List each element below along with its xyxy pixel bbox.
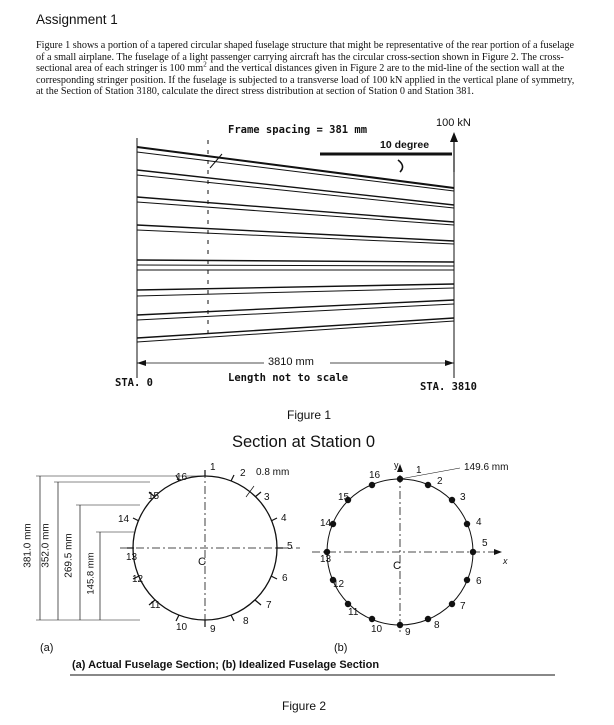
- b-stringer-label-1: 1: [416, 465, 422, 476]
- axis-y-label: y: [394, 460, 399, 470]
- a-stringer-label-7: 7: [266, 600, 272, 611]
- b-stringer-label-3: 3: [460, 492, 466, 503]
- a-stringer-label-11: 11: [150, 600, 161, 611]
- b-stringer-label-11: 11: [348, 607, 359, 618]
- b-stringer-label-8: 8: [434, 620, 440, 631]
- problem-text-part2: and the vertical distances given in Figure 2 are to the mid-line of the section wall at the corresponding stringer position. If the fuselage is subjected to a transverse load of 100 kN applied in the vertical plane of symmetry, at the Section of Station 3180, calculate the direct stress distribution at section of Station 0 and Station 381.: [36, 63, 575, 98]
- b-stringer-label-2: 2: [437, 476, 443, 487]
- centroid-a: C: [198, 556, 206, 568]
- a-stringer-label-10: 10: [176, 622, 188, 633]
- dim-381: 381.0 mm: [22, 523, 34, 568]
- b-stringer-label-14: 14: [320, 518, 332, 529]
- station-3810-label: STA. 3810: [420, 381, 477, 393]
- centroid-b: C: [393, 560, 401, 572]
- a-stringer-label-14: 14: [118, 514, 130, 525]
- b-stringer-label-16: 16: [369, 470, 381, 481]
- dim-269: 269.5 mm: [63, 533, 75, 578]
- load-label: 100 kN: [436, 117, 471, 129]
- station-0-label: STA. 0: [115, 377, 153, 389]
- axis-x-label: x: [503, 556, 508, 566]
- figure2-ab-caption: (a) Actual Fuselage Section; (b) Idealized Fuselage Section: [72, 659, 380, 671]
- thickness-label: 0.8 mm: [256, 467, 290, 478]
- section-title: Section at Station 0: [232, 433, 376, 451]
- label-b: (b): [334, 642, 348, 654]
- a-stringer-label-2: 2: [240, 468, 246, 479]
- angle-label: 10 degree: [380, 139, 430, 151]
- b-stringer-label-4: 4: [476, 517, 482, 528]
- figure2-caption: Figure 2: [282, 699, 327, 713]
- a-stringer-label-4: 4: [281, 513, 287, 524]
- figure1-caption: Figure 1: [287, 408, 332, 422]
- a-stringer-label-1: 1: [210, 462, 216, 473]
- radius-label: 149.6 mm: [464, 462, 509, 473]
- scale-note: Length not to scale: [228, 372, 349, 384]
- problem-text-part1: Figure 1 shows a portion of a tapered circular shaped fuselage structure that might be representative of the rear portion of a fuselage of a small airplane. The fuselage of a light passenger carrying aircraft has the circular cross-section shown in Figure 2. The cross-sectional area of each stringer is 100 mm: [36, 40, 575, 75]
- b-stringer-label-10: 10: [371, 624, 383, 635]
- b-stringer-label-13: 13: [320, 554, 332, 565]
- b-stringer-label-12: 12: [333, 579, 345, 590]
- b-stringer-label-15: 15: [338, 492, 350, 503]
- a-stringer-label-12: 12: [132, 574, 144, 585]
- b-stringer-label-5: 5: [482, 538, 488, 549]
- dim-352: 352.0 mm: [40, 523, 52, 568]
- a-stringer-label-15: 15: [148, 491, 160, 502]
- assignment-title: Assignment 1: [36, 12, 118, 27]
- a-stringer-label-13: 13: [126, 552, 138, 563]
- a-stringer-label-6: 6: [282, 573, 288, 584]
- a-stringer-label-8: 8: [243, 616, 249, 627]
- length-label: 3810 mm: [268, 356, 314, 368]
- a-stringer-label-16: 16: [176, 472, 188, 483]
- a-stringer-label-9: 9: [210, 624, 216, 635]
- dim-145: 145.8 mm: [85, 552, 97, 595]
- a-stringer-label-3: 3: [264, 492, 270, 503]
- b-stringer-label-7: 7: [460, 601, 466, 612]
- frame-spacing-label: Frame spacing = 381 mm: [228, 124, 368, 136]
- problem-text-sup: 2: [203, 60, 207, 69]
- label-a: (a): [40, 642, 54, 654]
- b-stringer-label-6: 6: [476, 576, 482, 587]
- b-stringer-label-9: 9: [405, 627, 411, 638]
- a-stringer-label-5: 5: [287, 541, 293, 552]
